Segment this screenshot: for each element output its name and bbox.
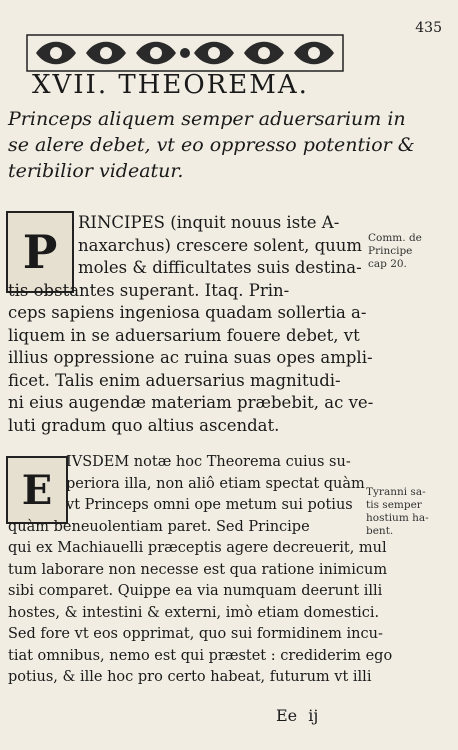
margin-line: hostium ha- — [366, 512, 429, 524]
text-line: tis obstantes superant. Itaq. Prin- — [8, 280, 290, 300]
decorated-initial-p: P — [6, 211, 74, 293]
text-line: RINCIPES (inquit nouus iste A- — [78, 213, 340, 232]
margin-line: Tyranni sa- — [366, 486, 426, 498]
margin-line: cap 20. — [368, 258, 407, 270]
text-line: liquem in se aduersarium fouere debet, vt — [8, 325, 360, 345]
decorated-initial-e: E — [6, 456, 68, 524]
margin-line: Principe — [368, 245, 413, 257]
margin-line: tis semper — [366, 499, 422, 511]
text-line: hostes, & intestini & externi, imò etiam domestici. — [8, 604, 380, 621]
text-line: sibi comparet. Quippe ea via numquam deerunt illi — [8, 583, 383, 599]
theorem-heading: XVII. THEOREMA. — [32, 70, 309, 100]
page-number: 435 — [415, 20, 442, 36]
margin-line: Comm. de — [368, 232, 422, 244]
margin-note-2 — [366, 486, 450, 538]
text-line: quàm beneuolentiam paret. Sed Principe — [8, 518, 310, 535]
text-line: moles & difficultates suis destina- — [78, 258, 362, 277]
text-line: ceps sapiens ingeniosa quadam sollertia a- — [8, 303, 367, 322]
text-line: Sed fore vt eos opprimat, quo sui formidinem incu- — [8, 626, 383, 642]
text-line: luti gradum quo altius ascendat. — [8, 415, 280, 435]
text-line: naxarchus) crescere solent, quum — [78, 235, 363, 255]
text-line: qui ex Machiauelli præceptis agere decreuerit, mul — [8, 540, 387, 556]
margin-line: bent. — [366, 525, 394, 537]
text-line: tiat omnibus, nemo est qui præstet : crediderim ego — [8, 647, 393, 664]
decorative-headpiece — [26, 34, 344, 72]
catchword-signature: Ee ij — [276, 706, 319, 725]
text-line: IVSDEM notæ hoc Theorema cuius su- — [66, 454, 351, 470]
subtitle-line: Princeps aliquem semper aduersarium in — [8, 108, 406, 130]
paragraph-1 — [8, 212, 374, 437]
margin-note-1 — [368, 232, 448, 271]
text-line: tum laborare non necesse est qua ratione inimicum — [8, 561, 388, 578]
text-line: potius, & ille hoc pro certo habeat, futurum vt illi — [8, 669, 372, 685]
text-line: ficet. Talis enim aduersarius magnitudi- — [8, 370, 341, 390]
subtitle-line: se alere debet, vt eo oppresso potentior & — [8, 134, 415, 156]
text-line: periora illa, non aliô etiam spectat quàm — [66, 475, 365, 492]
text-line: ni eius augendæ materiam præbebit, ac ve- — [8, 393, 374, 412]
text-line: vt Princeps omni ope metum sui potius — [66, 497, 353, 513]
text-line: illius oppressione ac ruina suas opes ampli- — [8, 348, 373, 367]
subtitle-line: teribilior videatur. — [8, 160, 184, 182]
theorem-subtitle — [8, 106, 415, 184]
